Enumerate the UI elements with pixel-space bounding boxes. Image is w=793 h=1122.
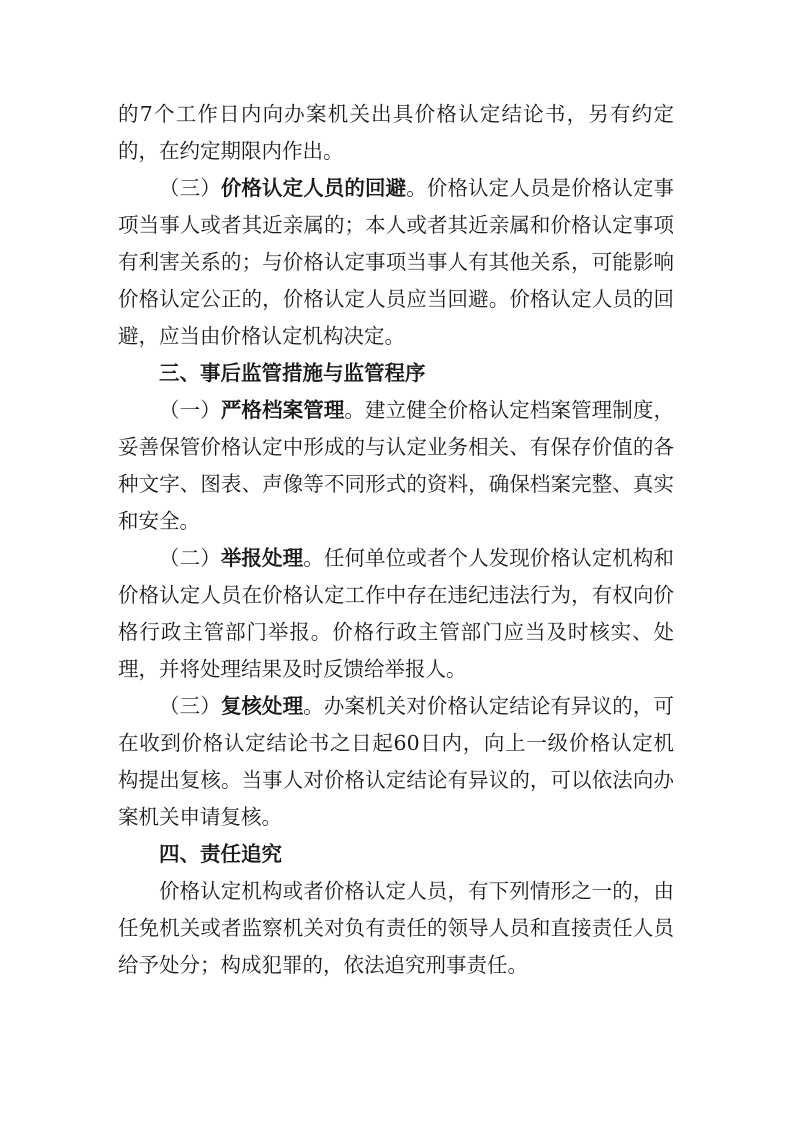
recusal-body: 。价格认定人员是价格认定事项当事人或者其近亲属的；本人或者其近亲属和价格认定事项有利害关系的；与价格认定事项当事人有其他关系，可能影响价格认定公正的，价格认定人员应当回避。价格认定人员的回避，应当由价格认定机构决定。 xyxy=(118,176,674,348)
review-body: 。办案机关对价格认定结论有异议的，可在收到价格认定结论书之日起60日内，向上一级价格认定机构提出复核。当事人对价格认定结论有异议的，可以依法向办案机关申请复核。 xyxy=(118,694,675,829)
continuation-paragraph: 的7个工作日内向办案机关出具价格认定结论书，另有约定的，在约定期限内作出。 xyxy=(118,102,674,163)
recusal-paragraph xyxy=(118,170,674,355)
reports-prefix: （二） xyxy=(159,546,221,570)
archives-title: 严格档案管理 xyxy=(220,398,345,422)
archives-body: 。建立健全价格认定档案管理制度，妥善保管价格认定中形成的与认定业务相关、有保存价值的各种文字、图表、声像等不同形式的资料，确保档案完整、真实和安全。 xyxy=(118,398,674,533)
reports-title: 举报处理 xyxy=(220,546,304,570)
archives-paragraph xyxy=(118,392,674,540)
section-heading-3: 三、事后监管措施与监管程序 xyxy=(159,361,426,385)
recusal-title: 价格认定人员的回避 xyxy=(220,176,407,200)
review-paragraph xyxy=(118,688,674,836)
archives-prefix: （一） xyxy=(159,398,221,422)
reports-body: 。任何单位或者个人发现价格认定机构和价格认定人员在价格认定工作中存在违纪违法行为，有权向价格行政主管部门举报。价格行政主管部门应当及时核实、处理，并将处理结果及时反馈给举报人。 xyxy=(118,546,675,681)
section-heading-4: 四、责任追究 xyxy=(159,842,282,866)
accountability-paragraph: 价格认定机构或者价格认定人员，有下列情形之一的，由任免机关或者监察机关对负有责任的领导人员和直接责任人员给予处分；构成犯罪的，依法追究刑事责任。 xyxy=(118,879,674,977)
document-page xyxy=(118,96,674,984)
review-prefix: （三） xyxy=(159,694,221,718)
reports-paragraph xyxy=(118,540,674,688)
review-title: 复核处理 xyxy=(220,694,304,718)
recusal-prefix: （三） xyxy=(159,176,221,200)
